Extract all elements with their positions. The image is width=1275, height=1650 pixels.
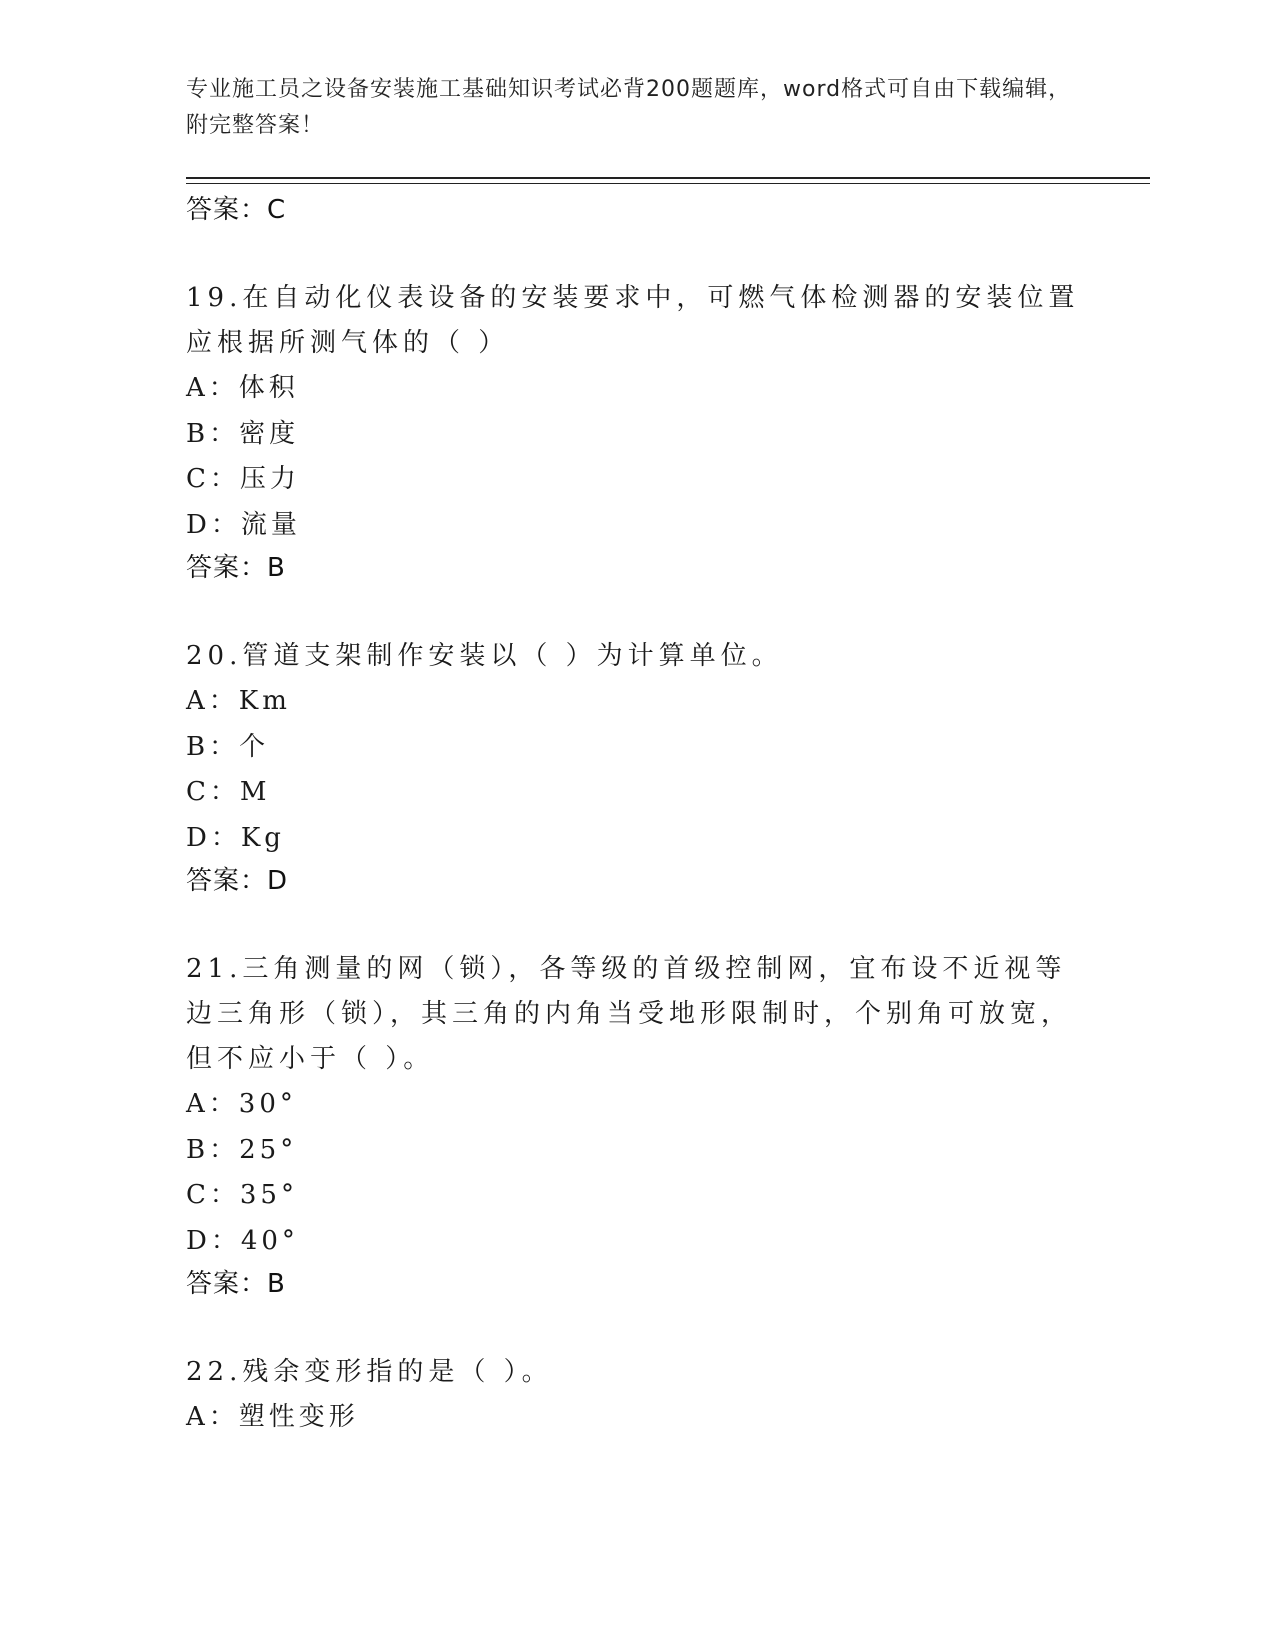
question-text: 22.残余变形指的是（ ）。 xyxy=(186,1357,553,1387)
question-block xyxy=(186,1350,1086,1441)
option-c: C：M xyxy=(186,777,271,807)
answer-line: 答案：B xyxy=(186,1269,286,1299)
option-a: A：塑性变形 xyxy=(186,1402,359,1432)
question-text: 19.在自动化仪表设备的安装要求中，可燃气体检测器的安装位置应根据所测气体的（ ） xyxy=(186,283,1080,358)
document-intro-text: 专业施工员之设备安装施工基础知识考试必背200题题库，word格式可自由下载编辑，附完整答案！ xyxy=(186,77,1072,138)
option-b: B：25° xyxy=(186,1134,298,1165)
option-b: B：个 xyxy=(186,731,270,762)
header-divider-thick xyxy=(186,177,1150,179)
question-text: 21.三角测量的网（锁），各等级的首级控制网，宜布设不近视等边三角形（锁），其三角的内角当受地形限制时，个别角可放宽，但不应小于（ ）。 xyxy=(186,954,1073,1074)
answer-line: 答案：B xyxy=(186,553,286,583)
question-block xyxy=(186,276,1086,588)
option-d: D：流量 xyxy=(186,509,301,540)
option-d: D：Kg xyxy=(186,822,285,853)
header-divider-thin xyxy=(186,183,1150,184)
question-block xyxy=(186,947,1086,1304)
option-a: A：Km xyxy=(186,686,291,716)
question-block xyxy=(186,634,1086,901)
option-c: C：压力 xyxy=(186,464,300,494)
option-a: A：体积 xyxy=(186,373,299,403)
answer-line: 答案：D xyxy=(186,866,289,896)
option-a: A：30° xyxy=(186,1089,297,1119)
option-c: C：35° xyxy=(186,1180,298,1210)
question-list xyxy=(186,190,1086,1441)
question-text: 20.管道支架制作安装以（ ）为计算单位。 xyxy=(186,641,783,671)
answer-line: 答案：C xyxy=(186,195,287,225)
option-d: D：40° xyxy=(186,1225,299,1256)
option-b: B：密度 xyxy=(186,418,300,449)
